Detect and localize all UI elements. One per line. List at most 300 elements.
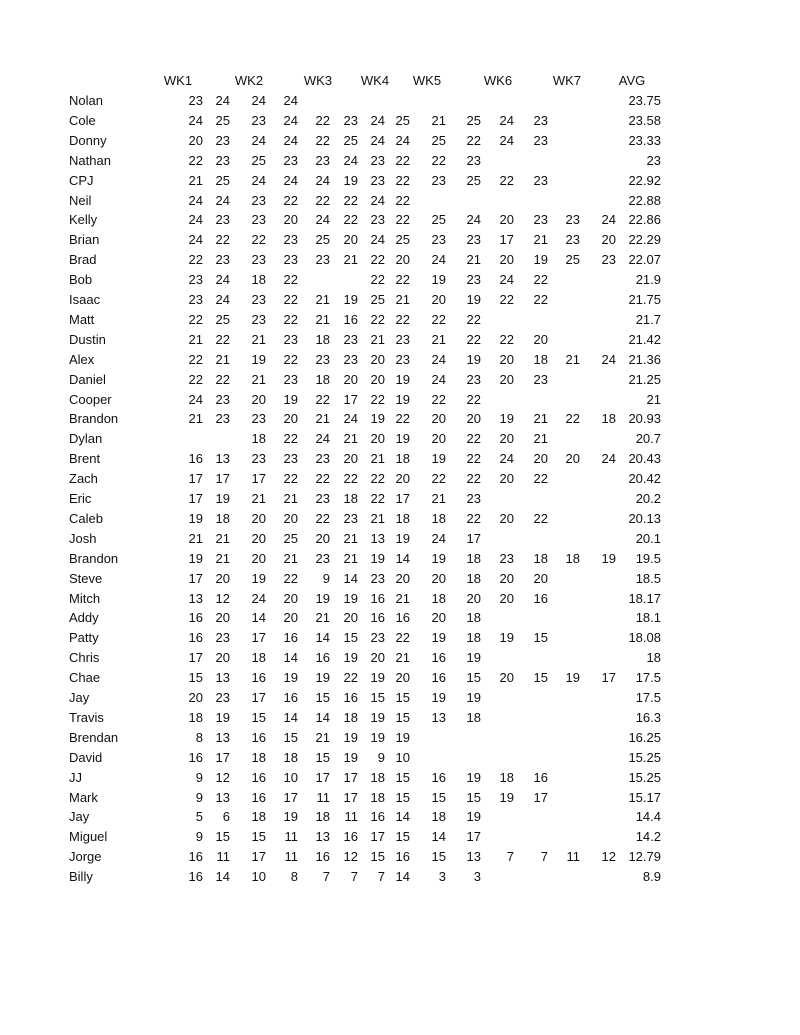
average-cell: 14.2 <box>635 829 661 845</box>
score-cell: 23 <box>215 212 230 228</box>
score-cell: 20 <box>533 451 548 467</box>
score-cell: 18 <box>466 630 481 646</box>
score-cell: 20 <box>499 570 514 586</box>
score-cell: 22 <box>370 471 385 487</box>
score-cell: 19 <box>251 351 266 367</box>
score-cell: 23 <box>215 690 230 705</box>
score-cell: 7 <box>377 869 385 885</box>
score-cell: 18 <box>466 610 481 626</box>
average-cell: 22.29 <box>628 232 661 248</box>
score-cell: 20 <box>188 690 203 705</box>
player-name: Cooper <box>69 391 112 407</box>
score-cell: 21 <box>431 112 446 128</box>
score-cell: 23 <box>315 252 330 268</box>
score-cell: 22 <box>395 411 410 427</box>
score-cell: 25 <box>215 172 230 188</box>
score-cell: 23 <box>431 232 446 248</box>
score-cell: 23 <box>251 192 266 208</box>
player-name: Brent <box>69 451 101 467</box>
score-cell: 15 <box>431 849 446 865</box>
score-cell: 22 <box>565 411 580 427</box>
score-cell: 23 <box>466 371 481 387</box>
score-cell: 18 <box>251 272 266 288</box>
score-cell: 22 <box>215 331 230 347</box>
average-cell: 20.2 <box>635 491 661 506</box>
score-cell: 24 <box>215 93 230 108</box>
score-cell: 24 <box>188 391 203 407</box>
score-cell: 22 <box>370 391 385 407</box>
score-cell: 17 <box>215 471 230 487</box>
score-cell: 20 <box>499 212 514 228</box>
score-cell: 20 <box>283 590 298 606</box>
score-cell: 24 <box>283 112 298 128</box>
score-cell: 15 <box>466 670 481 686</box>
average-cell: 18.08 <box>628 630 661 646</box>
score-cell: 21 <box>533 411 548 427</box>
average-cell: 18 <box>646 650 661 666</box>
score-cell: 19 <box>315 590 330 606</box>
score-cell: 6 <box>222 809 230 825</box>
score-cell: 15 <box>251 829 266 845</box>
score-cell: 22 <box>466 311 481 327</box>
score-cell: 18 <box>315 371 330 387</box>
score-cell: 11 <box>316 789 330 805</box>
average-cell: 22.88 <box>628 192 661 208</box>
score-cell: 16 <box>370 809 385 825</box>
score-cell: 15 <box>315 690 330 705</box>
score-cell: 20 <box>499 590 514 606</box>
score-cell: 22 <box>370 272 385 288</box>
score-cell: 22 <box>283 431 298 447</box>
score-cell: 22 <box>283 272 298 288</box>
score-cell: 17 <box>215 749 230 765</box>
score-cell: 24 <box>370 192 385 208</box>
score-cell: 19 <box>315 670 330 686</box>
score-cell: 19 <box>466 769 481 785</box>
score-cell: 21 <box>188 331 203 347</box>
score-cell: 24 <box>215 292 230 307</box>
score-cell: 22 <box>283 192 298 208</box>
score-cell: 21 <box>343 530 358 546</box>
score-cell: 20 <box>188 132 203 148</box>
score-cell: 18 <box>466 709 481 725</box>
score-cell: 16 <box>395 849 410 865</box>
score-cell: 22 <box>343 212 358 228</box>
score-cell: 7 <box>322 869 330 885</box>
score-cell: 19 <box>533 252 548 268</box>
player-name: Dylan <box>69 431 103 447</box>
score-cell: 17 <box>251 471 266 487</box>
player-name: Daniel <box>69 371 106 387</box>
score-cell: 24 <box>466 212 481 228</box>
score-cell: 20 <box>343 451 358 467</box>
score-cell: 19 <box>431 550 446 566</box>
score-cell: 15 <box>283 729 298 745</box>
score-cell: 20 <box>499 670 514 686</box>
score-cell: 21 <box>370 451 385 467</box>
score-cell: 19 <box>395 530 410 546</box>
score-cell: 22 <box>395 272 410 288</box>
score-cell: 17 <box>343 789 358 805</box>
score-cell: 22 <box>466 132 481 148</box>
score-cell: 20 <box>499 471 514 487</box>
score-cell: 17 <box>188 570 203 586</box>
score-cell: 23 <box>370 172 385 188</box>
score-cell: 11 <box>284 829 298 845</box>
average-cell: 20.93 <box>628 411 661 427</box>
score-cell: 19 <box>395 431 410 447</box>
score-cell: 18 <box>283 749 298 765</box>
score-cell: 18 <box>370 769 385 785</box>
score-cell: 22 <box>215 371 230 387</box>
score-cell: 22 <box>283 570 298 586</box>
score-cell: 14 <box>315 709 330 725</box>
score-cell: 21 <box>431 491 446 506</box>
score-cell: 21 <box>188 411 203 427</box>
score-cell: 22 <box>343 670 358 686</box>
score-cell: 11 <box>216 849 230 865</box>
column-header-wk5: WK5 <box>412 73 442 88</box>
score-cell: 17 <box>251 690 266 705</box>
column-header-wk4: WK4 <box>360 73 390 88</box>
score-cell: 20 <box>370 371 385 387</box>
player-name: Jay <box>69 690 90 705</box>
score-cell: 17 <box>283 789 298 805</box>
score-cell: 19 <box>215 709 230 725</box>
score-cell: 18 <box>395 451 410 467</box>
score-cell: 22 <box>283 292 298 307</box>
player-name: Brandon <box>69 411 119 427</box>
score-cell: 22 <box>466 391 481 407</box>
score-cell: 23 <box>283 252 298 268</box>
score-cell: 19 <box>370 709 385 725</box>
score-cell: 21 <box>370 331 385 347</box>
score-cell: 20 <box>251 530 266 546</box>
score-cell: 23 <box>251 112 266 128</box>
score-cell: 13 <box>370 530 385 546</box>
average-cell: 21 <box>646 391 661 407</box>
average-cell: 22.86 <box>628 212 661 228</box>
score-cell: 22 <box>499 292 514 307</box>
score-cell: 21 <box>215 530 230 546</box>
score-cell: 19 <box>466 809 481 825</box>
score-cell: 19 <box>188 550 203 566</box>
score-cell: 19 <box>188 510 203 526</box>
score-cell: 11 <box>566 849 580 865</box>
score-cell: 19 <box>283 391 298 407</box>
average-cell: 14.4 <box>635 809 661 825</box>
score-cell: 22 <box>188 351 203 367</box>
score-cell: 23 <box>601 252 616 268</box>
score-cell: 5 <box>195 809 203 825</box>
average-cell: 17.5 <box>635 670 661 686</box>
score-cell: 22 <box>283 351 298 367</box>
score-cell: 23 <box>370 152 385 168</box>
score-cell: 17 <box>533 789 548 805</box>
score-cell: 15 <box>466 789 481 805</box>
score-cell: 19 <box>283 670 298 686</box>
score-cell: 22 <box>315 510 330 526</box>
score-cell: 16 <box>251 670 266 686</box>
score-cell: 20 <box>533 331 548 347</box>
score-cell: 22 <box>188 311 203 327</box>
score-cell: 19 <box>499 630 514 646</box>
score-cell: 9 <box>377 749 385 765</box>
score-cell: 19 <box>370 670 385 686</box>
score-cell: 24 <box>499 112 514 128</box>
score-cell: 18 <box>315 809 330 825</box>
score-cell: 18 <box>188 709 203 725</box>
column-header-wk6: WK6 <box>483 73 513 88</box>
score-cell: 22 <box>533 272 548 288</box>
score-cell: 19 <box>431 690 446 705</box>
score-cell: 13 <box>188 590 203 606</box>
score-cell: 23 <box>565 232 580 248</box>
average-cell: 20.1 <box>635 530 661 546</box>
score-cell: 21 <box>565 351 580 367</box>
score-cell: 21 <box>533 232 548 248</box>
score-cell: 21 <box>343 252 358 268</box>
score-cell: 19 <box>215 491 230 506</box>
average-cell: 20.7 <box>635 431 661 447</box>
score-cell: 15 <box>215 829 230 845</box>
score-cell: 25 <box>343 132 358 148</box>
score-cell: 22 <box>431 152 446 168</box>
score-cell: 13 <box>431 709 446 725</box>
score-cell: 24 <box>215 272 230 288</box>
column-header-wk2: WK2 <box>234 73 264 88</box>
score-cell: 11 <box>284 849 298 865</box>
score-cell: 18 <box>431 809 446 825</box>
score-cell: 24 <box>188 192 203 208</box>
score-cell: 22 <box>395 630 410 646</box>
player-name: Travis <box>69 709 104 725</box>
score-cell: 18 <box>431 510 446 526</box>
score-cell: 18 <box>466 570 481 586</box>
score-cell: 23 <box>533 112 548 128</box>
score-cell: 19 <box>343 590 358 606</box>
score-cell: 21 <box>283 550 298 566</box>
player-name: CPJ <box>69 172 94 188</box>
score-cell: 13 <box>215 729 230 745</box>
score-cell: 25 <box>251 152 266 168</box>
score-cell: 16 <box>431 650 446 666</box>
score-cell: 15 <box>370 849 385 865</box>
score-cell: 16 <box>343 690 358 705</box>
score-cell: 14 <box>395 550 410 566</box>
score-cell: 25 <box>395 112 410 128</box>
score-cell: 15 <box>395 690 410 705</box>
average-cell: 20.42 <box>628 471 661 487</box>
score-cell: 18 <box>431 590 446 606</box>
score-cell: 20 <box>283 212 298 228</box>
score-cell: 15 <box>395 829 410 845</box>
player-name: Brendan <box>69 729 119 745</box>
score-cell: 18 <box>251 431 266 447</box>
score-cell: 21 <box>315 610 330 626</box>
score-cell: 18 <box>499 769 514 785</box>
score-cell: 8 <box>290 869 298 885</box>
score-cell: 18 <box>395 510 410 526</box>
score-cell: 17 <box>188 491 203 506</box>
average-cell: 18.5 <box>635 570 661 586</box>
score-cell: 22 <box>466 431 481 447</box>
score-cell: 16 <box>251 769 266 785</box>
score-cell: 20 <box>395 570 410 586</box>
score-cell: 25 <box>370 292 385 307</box>
average-cell: 20.13 <box>628 510 661 526</box>
score-cell: 22 <box>315 132 330 148</box>
average-cell: 15.25 <box>628 749 661 765</box>
score-cell: 19 <box>343 292 358 307</box>
average-cell: 23 <box>646 152 661 168</box>
score-cell: 17 <box>370 829 385 845</box>
player-name: Miguel <box>69 829 108 845</box>
score-cell: 19 <box>466 690 481 705</box>
score-cell: 20 <box>395 252 410 268</box>
score-cell: 23 <box>188 292 203 307</box>
score-cell: 11 <box>344 809 358 825</box>
score-cell: 13 <box>215 670 230 686</box>
score-cell: 20 <box>251 510 266 526</box>
column-header-wk7: WK7 <box>552 73 582 88</box>
score-cell: 18 <box>533 351 548 367</box>
score-cell: 19 <box>466 351 481 367</box>
score-cell: 20 <box>370 650 385 666</box>
score-cell: 24 <box>370 112 385 128</box>
score-cell: 20 <box>395 471 410 487</box>
player-name: Nolan <box>69 93 103 108</box>
score-cell: 24 <box>251 172 266 188</box>
score-cell: 20 <box>283 610 298 626</box>
player-name: Chris <box>69 650 100 666</box>
score-cell: 23 <box>565 212 580 228</box>
score-cell: 23 <box>215 391 230 407</box>
score-cell: 15 <box>533 630 548 646</box>
average-cell: 15.17 <box>628 789 661 805</box>
score-cell: 24 <box>315 431 330 447</box>
score-cell: 19 <box>370 411 385 427</box>
score-cell: 22 <box>533 471 548 487</box>
score-cell: 19 <box>466 650 481 666</box>
score-cell: 16 <box>283 690 298 705</box>
score-cell: 20 <box>466 590 481 606</box>
score-cell: 24 <box>370 232 385 248</box>
column-header-avg: AVG <box>618 73 646 88</box>
score-cell: 25 <box>431 212 446 228</box>
score-cell: 17 <box>315 769 330 785</box>
average-cell: 18.17 <box>628 590 661 606</box>
player-name: Zach <box>69 471 98 487</box>
score-cell: 23 <box>370 630 385 646</box>
score-cell: 23 <box>283 232 298 248</box>
score-cell: 19 <box>395 371 410 387</box>
score-cell: 14 <box>283 709 298 725</box>
average-cell: 23.58 <box>628 112 661 128</box>
score-cell: 21 <box>215 550 230 566</box>
score-cell: 17 <box>466 829 481 845</box>
score-cell: 18 <box>215 510 230 526</box>
score-cell: 22 <box>188 152 203 168</box>
score-cell: 24 <box>343 152 358 168</box>
score-cell: 10 <box>395 749 410 765</box>
score-cell: 23 <box>466 491 481 506</box>
score-cell: 16 <box>343 829 358 845</box>
score-cell: 18 <box>343 491 358 506</box>
score-cell: 15 <box>395 709 410 725</box>
score-cell: 23 <box>283 451 298 467</box>
score-cell: 8 <box>195 729 203 745</box>
score-cell: 20 <box>431 610 446 626</box>
score-cell: 22 <box>499 172 514 188</box>
player-name: Matt <box>69 311 95 327</box>
score-cell: 18 <box>466 550 481 566</box>
score-cell: 24 <box>601 212 616 228</box>
score-cell: 24 <box>431 252 446 268</box>
score-cell: 25 <box>466 112 481 128</box>
score-cell: 20 <box>431 292 446 307</box>
score-cell: 19 <box>370 729 385 745</box>
score-cell: 16 <box>188 630 203 646</box>
score-cell: 24 <box>370 132 385 148</box>
score-cell: 22 <box>370 252 385 268</box>
column-header-wk1: WK1 <box>163 73 193 88</box>
score-cell: 7 <box>350 869 358 885</box>
score-cell: 14 <box>343 570 358 586</box>
score-cell: 21 <box>395 650 410 666</box>
score-cell: 19 <box>395 391 410 407</box>
score-cell: 23 <box>315 351 330 367</box>
score-cell: 17 <box>343 769 358 785</box>
score-cell: 23 <box>343 510 358 526</box>
score-cell: 18 <box>533 550 548 566</box>
score-cell: 12 <box>343 849 358 865</box>
score-cell: 14 <box>315 630 330 646</box>
score-cell: 23 <box>466 272 481 288</box>
score-cell: 23 <box>251 212 266 228</box>
score-cell: 25 <box>395 232 410 248</box>
score-cell: 20 <box>251 391 266 407</box>
score-cell: 22 <box>395 172 410 188</box>
score-cell: 18 <box>370 789 385 805</box>
player-name: Donny <box>69 132 107 148</box>
score-cell: 16 <box>370 610 385 626</box>
average-cell: 23.33 <box>628 132 661 148</box>
score-cell: 17 <box>251 630 266 646</box>
score-cell: 16 <box>251 789 266 805</box>
score-cell: 21 <box>466 252 481 268</box>
score-cell: 24 <box>251 93 266 108</box>
score-cell: 22 <box>499 331 514 347</box>
average-cell: 12.79 <box>628 849 661 865</box>
score-cell: 16 <box>188 849 203 865</box>
player-name: Mark <box>69 789 98 805</box>
score-cell: 19 <box>395 729 410 745</box>
score-cell: 22 <box>466 451 481 467</box>
player-name: JJ <box>69 769 82 785</box>
score-cell: 22 <box>188 252 203 268</box>
score-cell: 16 <box>251 729 266 745</box>
score-cell: 20 <box>431 570 446 586</box>
score-cell: 17 <box>343 391 358 407</box>
score-cell: 22 <box>431 391 446 407</box>
score-cell: 10 <box>283 769 298 785</box>
score-cell: 19 <box>283 809 298 825</box>
score-cell: 9 <box>195 829 203 845</box>
score-cell: 22 <box>395 152 410 168</box>
score-cell: 22 <box>188 371 203 387</box>
score-cell: 22 <box>533 292 548 307</box>
